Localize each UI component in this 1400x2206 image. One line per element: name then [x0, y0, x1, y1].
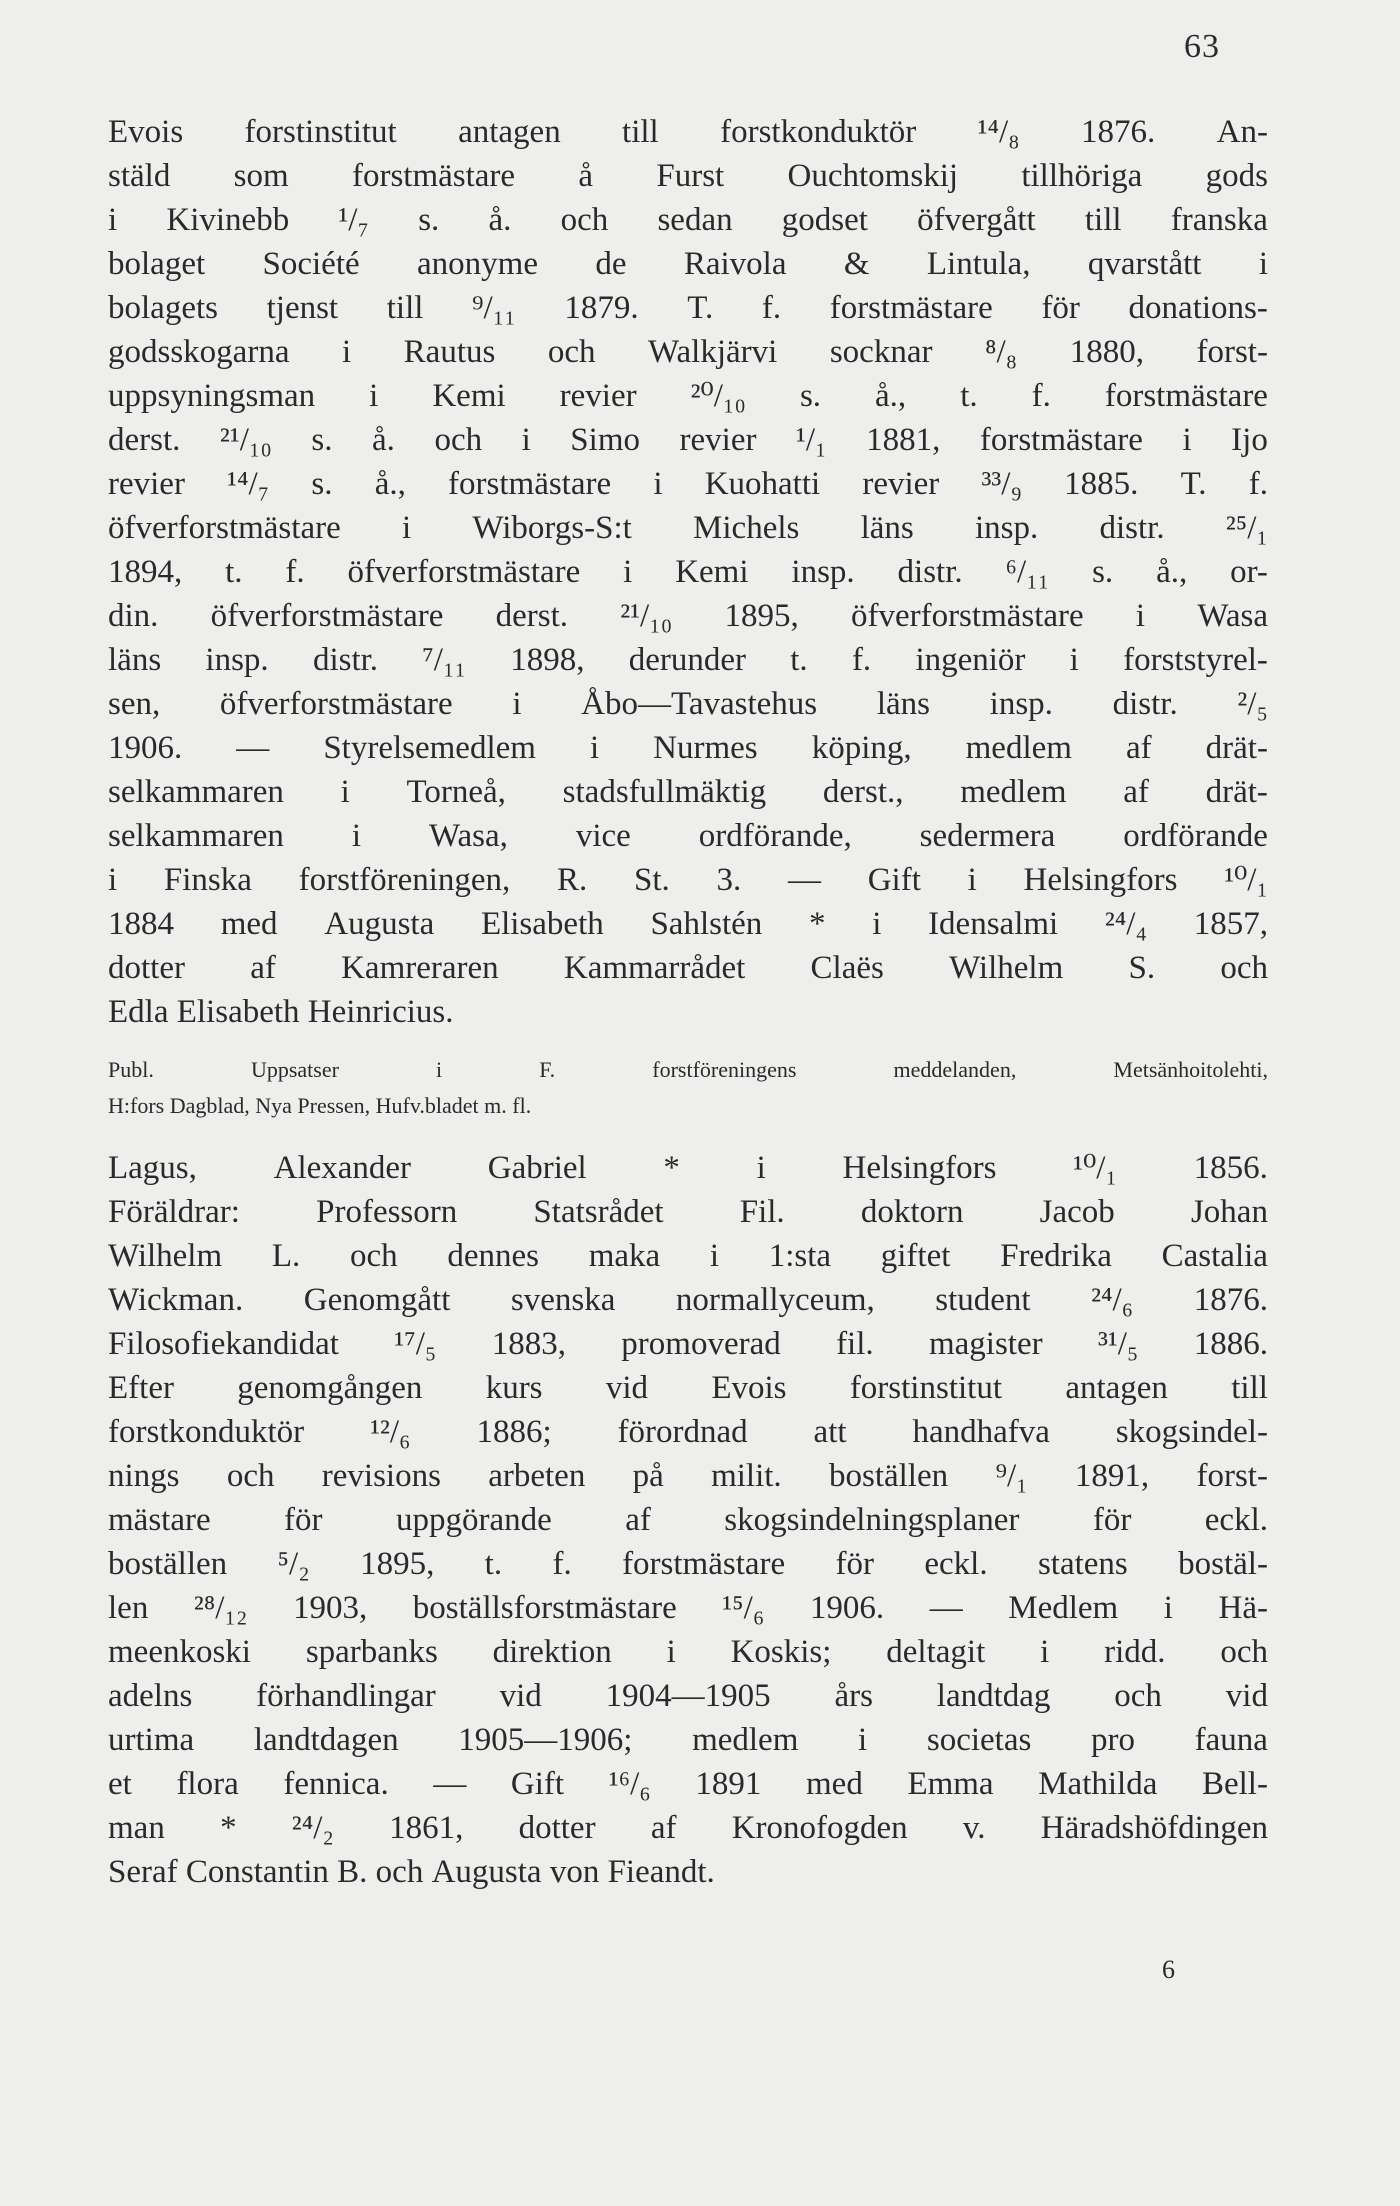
entry1-line: revier ¹⁴/₇ s. å., forstmästare i Kuohatti revier ³³/₉ 1885. T. f. — [108, 466, 1268, 502]
entry1-line: bolagets tjenst till ⁹/₁₁ 1879. T. f. forstmästare för donations- — [108, 290, 1268, 326]
entry2-line: Seraf Constantin B. och Augusta von Fieandt. — [108, 1854, 715, 1890]
entry1-line: uppsyningsman i Kemi revier ²⁰/₁₀ s. å., t. f. forstmästare — [108, 378, 1268, 414]
entry1-line: i Finska forstföreningen, R. St. 3. — Gift i Helsingfors ¹⁰/₁ — [108, 862, 1268, 898]
entry2-line: Efter genomgången kurs vid Evois forstinstitut antagen till — [108, 1370, 1268, 1406]
entry1-line: godsskogarna i Rautus och Walkjärvi socknar ⁸/₈ 1880, forst- — [108, 334, 1268, 370]
entry2-line: forstkonduktör ¹²/₆ 1886; förordnad att handhafva skogsindel- — [108, 1414, 1268, 1450]
entry1-line: derst. ²¹/₁₀ s. å. och i Simo revier ¹/₁ 1881, forstmästare i Ijo — [108, 422, 1268, 458]
biography-entry-lagus — [108, 1146, 1268, 1894]
entry1-line: öfverforstmästare i Wiborgs-S:t Michels läns insp. distr. ²⁵/₁ — [108, 510, 1268, 546]
entry1-line: stäld som forstmästare å Furst Ouchtomskij tillhöriga gods — [108, 158, 1268, 194]
entry2-line: Föräldrar: Professorn Statsrådet Fil. doktorn Jacob Johan — [108, 1194, 1268, 1230]
publ-line: H:fors Dagblad, Nya Pressen, Hufv.bladet m. fl. — [108, 1093, 532, 1118]
entry2-line: Wickman. Genomgått svenska normallyceum, student ²⁴/₆ 1876. — [108, 1282, 1268, 1318]
entry1-line: sen, öfverforstmästare i Åbo—Tavastehus läns insp. distr. ²/₅ — [108, 686, 1268, 722]
entry1-line: bolaget Société anonyme de Raivola & Lintula, qvarstått i — [108, 246, 1268, 282]
body-text — [108, 110, 1268, 1894]
entry1-line: 1906. — Styrelsemedlem i Nurmes köping, medlem af drät- — [108, 730, 1268, 766]
publications-note — [108, 1052, 1268, 1124]
biography-entry-continued — [108, 110, 1268, 1034]
entry1-line: din. öfverforstmästare derst. ²¹/₁₀ 1895, öfverforstmästare i Wasa — [108, 598, 1268, 634]
page-number: 63 — [1184, 28, 1220, 65]
entry2-line: boställen ⁵/₂ 1895, t. f. forstmästare för eckl. statens bostäl- — [108, 1546, 1268, 1582]
entry2-line: man * ²⁴/₂ 1861, dotter af Kronofogden v. Häradshöfdingen — [108, 1810, 1268, 1846]
entry2-line: adelns förhandlingar vid 1904—1905 års landtdag och vid — [108, 1678, 1268, 1714]
entry2-line: mästare för uppgörande af skogsindelningsplaner för eckl. — [108, 1502, 1268, 1538]
entry1-line: Edla Elisabeth Heinricius. — [108, 994, 454, 1030]
entry2-line: Lagus, Alexander Gabriel * i Helsingfors ¹⁰/₁ 1856. — [108, 1150, 1268, 1186]
entry2-line: et flora fennica. — Gift ¹⁶/₆ 1891 med Emma Mathilda Bell- — [108, 1766, 1268, 1802]
entry2-line: urtima landtdagen 1905—1906; medlem i societas pro fauna — [108, 1722, 1268, 1758]
entry1-line: selkammaren i Wasa, vice ordförande, sedermera ordförande — [108, 818, 1268, 854]
entry1-line: Evois forstinstitut antagen till forstkonduktör ¹⁴/₈ 1876. An- — [108, 114, 1268, 150]
entry1-line: läns insp. distr. ⁷/₁₁ 1898, derunder t. f. ingeniör i forststyrel- — [108, 642, 1268, 678]
entry1-line: dotter af Kamreraren Kammarrådet Claës Wilhelm S. och — [108, 950, 1268, 986]
signature-mark: 6 — [1162, 1955, 1175, 1984]
entry2-line: Wilhelm L. och dennes maka i 1:sta giftet Fredrika Castalia — [108, 1238, 1268, 1274]
publ-line: Publ. Uppsatser i F. forstföreningens meddelanden, Metsänhoitolehti, — [108, 1057, 1268, 1082]
entry2-line: meenkoski sparbanks direktion i Koskis; deltagit i ridd. och — [108, 1634, 1268, 1670]
entry2-line: Filosofiekandidat ¹⁷/₅ 1883, promoverad fil. magister ³¹/₅ 1886. — [108, 1326, 1268, 1362]
entry2-line: nings och revisions arbeten på milit. boställen ⁹/₁ 1891, forst- — [108, 1458, 1268, 1494]
entry1-line: i Kivinebb ¹/₇ s. å. och sedan godset öfvergått till franska — [108, 202, 1268, 238]
entry1-line: 1884 med Augusta Elisabeth Sahlstén * i Idensalmi ²⁴/₄ 1857, — [108, 906, 1268, 942]
entry1-line: selkammaren i Torneå, stadsfullmäktig derst., medlem af drät- — [108, 774, 1268, 810]
entry1-line: 1894, t. f. öfverforstmästare i Kemi insp. distr. ⁶/₁₁ s. å., or- — [108, 554, 1268, 590]
entry2-line: len ²⁸/₁₂ 1903, boställsforstmästare ¹⁵/₆ 1906. — Medlem i Hä- — [108, 1590, 1268, 1626]
